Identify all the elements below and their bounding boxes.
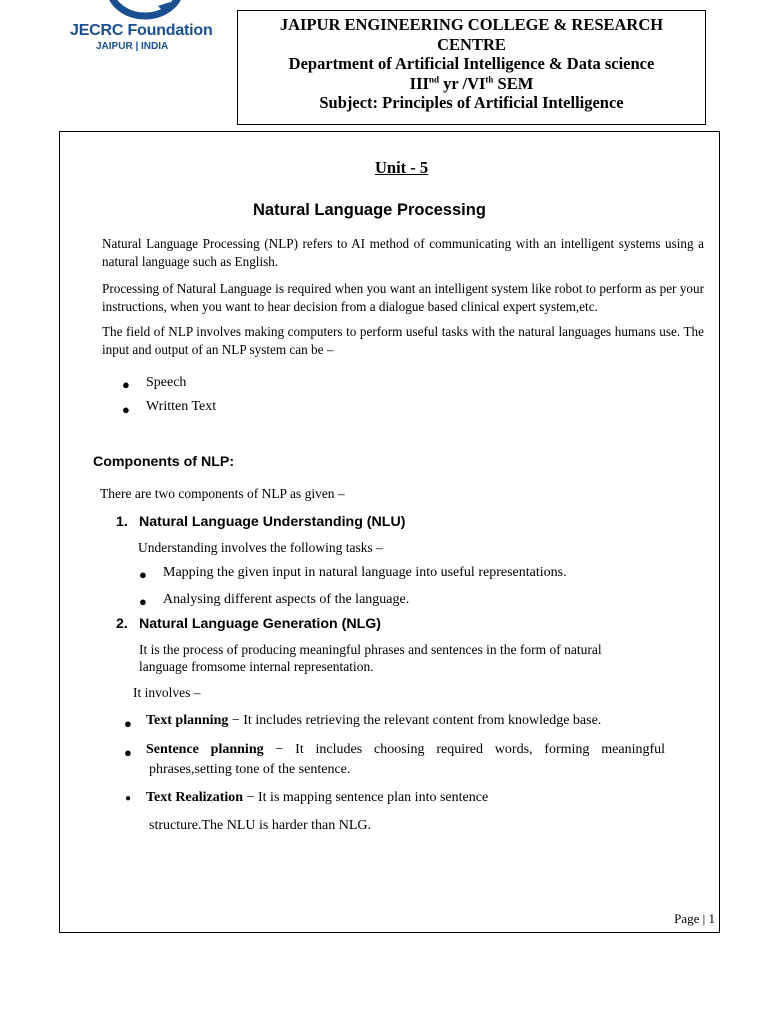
subject-line: Subject: Principles of Artificial Intelligence (319, 93, 624, 112)
io-item-written-text: Written Text (146, 399, 217, 414)
nlu-task-2: Analysing different aspects of the language. (163, 592, 410, 607)
jecrc-logo (62, 0, 212, 60)
nlg-involves: It involves – (133, 685, 201, 700)
nlu-number: 1. (116, 514, 128, 530)
bullet-icon: ● (122, 402, 130, 417)
io-item-speech: Speech (146, 375, 187, 390)
year-semester-line: IIInd yr /VIth SEM (409, 73, 534, 93)
nlg-description-line2: language fromsome internal representation. (139, 659, 374, 674)
page-number: Page | 1 (674, 911, 715, 926)
nlg-item-text-realization: Text Realization − It is mapping sentence plan into sentence (146, 790, 489, 805)
college-name-line1: JAIPUR ENGINEERING COLLEGE & RESEARCH (279, 15, 664, 34)
components-heading: Components of NLP: (93, 454, 235, 470)
logo-emblem-icon (100, 0, 190, 22)
nlg-item-text-planning: Text planning − It includes retrieving the relevant content from knowledge base. (146, 713, 602, 728)
nlg-item-sentence-planning: Sentence planning − It includes choosing required words, forming meaningful (146, 742, 666, 757)
paragraph-nlp-field: The field of NLP involves making computers to perform useful tasks with the natural languages humans use. The input and output of an NLP system can be – (102, 324, 704, 357)
logo-location: JAIPUR | INDIA (96, 41, 169, 52)
bullet-icon: ● (122, 377, 130, 392)
logo-name: JECRC Foundation (70, 22, 213, 39)
college-name-line2: CENTRE (437, 34, 506, 54)
nlu-task-1: Mapping the given input in natural language into useful representations. (163, 565, 567, 580)
components-intro: There are two components of NLP as given – (100, 486, 345, 501)
bullet-icon: ● (124, 716, 132, 731)
nlg-description-line1: It is the process of producing meaningful phrases and sentences in the form of natural (139, 642, 602, 657)
nlg-heading: Natural Language Generation (NLG) (139, 616, 381, 632)
page-title: Natural Language Processing (253, 201, 486, 219)
nlg-item-text-realization-cont: structure.The NLU is harder than NLG. (149, 818, 371, 833)
page-content (59, 131, 720, 933)
unit-title: Unit - 5 (375, 158, 429, 177)
nlg-item-sentence-planning-cont: phrases,setting tone of the sentence. (149, 762, 351, 777)
college-header (237, 10, 706, 125)
nlg-number: 2. (116, 616, 128, 632)
nlu-heading: Natural Language Understanding (NLU) (139, 514, 406, 530)
department-line: Department of Artificial Intelligence & Data science (288, 54, 655, 73)
bullet-icon: ● (139, 567, 147, 582)
paragraph-nlp-definition: Natural Language Processing (NLP) refers to AI method of communicating with an intelligent systems using a natural language such as English. (102, 236, 704, 269)
bullet-icon: ● (139, 594, 147, 609)
bullet-icon: ● (125, 793, 132, 804)
paragraph-nlp-need: Processing of Natural Language is required when you want an intelligent system like robot to perform as per your instructions, when you want to hear decision from a dialogue based clinical expert system,etc. (102, 281, 704, 314)
nlu-intro: Understanding involves the following tasks – (138, 540, 383, 555)
bullet-icon: ● (124, 745, 132, 760)
